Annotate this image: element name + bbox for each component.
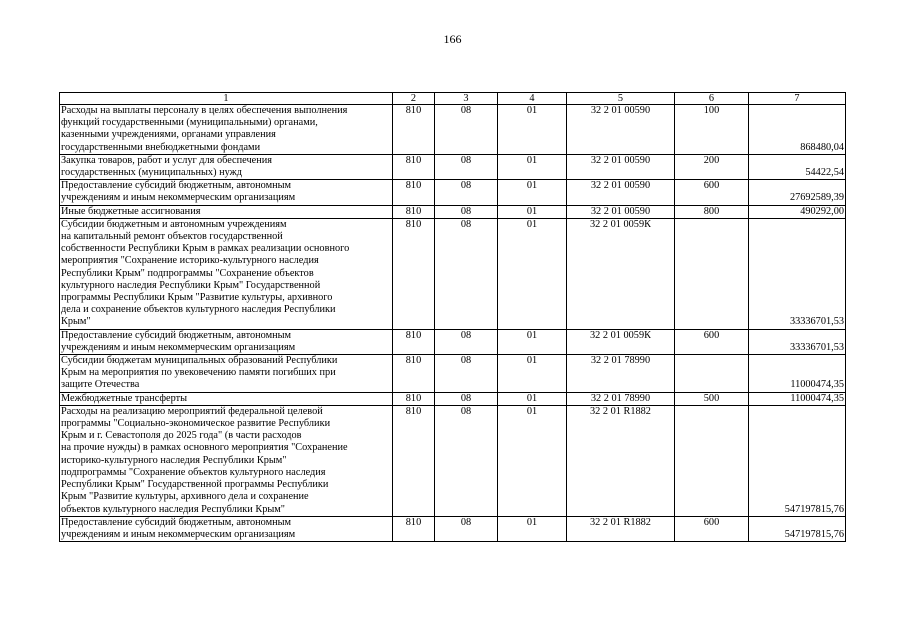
section-code-cell: 08: [435, 154, 498, 179]
chapter-code-cell: 810: [393, 218, 435, 329]
row-name-line: Крым и г. Севастополя до 2025 года" (в части расходов: [61, 430, 302, 442]
row-name-line: культурного наследия Республики Крым" Государственной: [61, 279, 321, 291]
row-name-line: функций государственными (муниципальными) органами,: [61, 117, 318, 129]
expense-type-cell: 600: [675, 516, 749, 541]
target-article-cell: 32 2 01 78990: [567, 392, 675, 405]
section-code-cell: 08: [435, 105, 498, 155]
row-name-line: Субсидии бюджетам муниципальных образований Республики: [61, 355, 338, 367]
chapter-code-cell: 810: [393, 205, 435, 218]
amount-cell: 33336701,53: [749, 218, 846, 329]
row-name-line: Субсидии бюджетным и автономным учреждениям: [61, 218, 287, 230]
chapter-code-cell: 810: [393, 329, 435, 354]
expense-type-cell: [675, 218, 749, 329]
row-name-line: Межбюджетные трансферты: [61, 392, 188, 404]
expense-type-cell: 200: [675, 154, 749, 179]
subsection-code-cell: 01: [498, 329, 567, 354]
section-code-cell: 08: [435, 516, 498, 541]
table-row: [60, 205, 846, 218]
chapter-code-cell: 810: [393, 405, 435, 516]
row-name-line: на капитальный ремонт объектов государственной: [61, 231, 283, 243]
target-article-cell: 32 2 01 78990: [567, 355, 675, 393]
expense-type-cell: 600: [675, 329, 749, 354]
subsection-code-cell: 01: [498, 180, 567, 205]
row-name-line: программы "Социально-экономическое развитие Республики: [61, 418, 331, 430]
section-code-cell: 08: [435, 218, 498, 329]
table-row: [60, 154, 846, 179]
table-row: [60, 218, 846, 329]
row-name-line: защите Отечества: [61, 379, 140, 391]
amount-cell: 547197815,76: [749, 516, 846, 541]
column-header-5: 5: [567, 93, 675, 105]
section-code-cell: 08: [435, 205, 498, 218]
amount-cell: 33336701,53: [749, 329, 846, 354]
row-name-cell: [60, 516, 393, 541]
table-header-row: [60, 93, 846, 105]
amount-cell: 490292,00: [749, 205, 846, 218]
target-article-cell: 32 2 01 R1882: [567, 516, 675, 541]
row-name-line: казенными учреждениями, органами управления: [61, 129, 276, 141]
row-name-line: на прочие нужды) в рамках основного мероприятия "Сохранение: [61, 442, 348, 454]
row-name-line: подпрограммы "Сохранение объектов культурного наследия: [61, 466, 326, 478]
row-name-line: Расходы на выплаты персоналу в целях обеспечения выполнения: [61, 105, 348, 116]
row-name-line: учреждениям и иным некоммерческим организациям: [61, 341, 296, 353]
section-code-cell: 08: [435, 405, 498, 516]
row-name-line: мероприятия "Сохранение историко-культурного наследия: [61, 255, 319, 267]
row-name-line: Республики Крым" Государственной программы Республики: [61, 479, 329, 491]
column-header-7: 7: [749, 93, 846, 105]
subsection-code-cell: 01: [498, 218, 567, 329]
subsection-code-cell: 01: [498, 516, 567, 541]
chapter-code-cell: 810: [393, 516, 435, 541]
expense-type-cell: [675, 355, 749, 393]
row-name-line: государственными внебюджетными фондами: [61, 141, 261, 153]
expense-type-cell: [675, 405, 749, 516]
table-row: [60, 355, 846, 393]
expense-type-cell: 100: [675, 105, 749, 155]
section-code-cell: 08: [435, 329, 498, 354]
section-code-cell: 08: [435, 180, 498, 205]
budget-table: [59, 92, 846, 542]
row-name-line: Предоставление субсидий бюджетным, автономным: [61, 180, 292, 192]
row-name-cell: [60, 205, 393, 218]
row-name-line: программы Республики Крым "Развитие культуры, архивного: [61, 292, 333, 304]
column-header-1: 1: [60, 93, 393, 105]
table-row: [60, 105, 846, 155]
row-name-line: учреждениям и иным некоммерческим организациям: [61, 528, 296, 540]
table-row: [60, 180, 846, 205]
amount-cell: 11000474,35: [749, 392, 846, 405]
row-name-line: собственности Республики Крым в рамках реализации основного: [61, 243, 350, 255]
expense-type-cell: 800: [675, 205, 749, 218]
row-name-line: государственных (муниципальных) нужд: [61, 167, 242, 179]
subsection-code-cell: 01: [498, 355, 567, 393]
column-header-6: 6: [675, 93, 749, 105]
table-row: [60, 329, 846, 354]
row-name-line: Иные бюджетные ассигнования: [61, 205, 201, 217]
target-article-cell: 32 2 01 00590: [567, 180, 675, 205]
row-name-line: историко-культурного наследия Республики Крым": [61, 454, 287, 466]
amount-cell: 27692589,39: [749, 180, 846, 205]
subsection-code-cell: 01: [498, 154, 567, 179]
row-name-line: Предоставление субсидий бюджетным, автономным: [61, 516, 292, 528]
table-row: [60, 516, 846, 541]
row-name-line: Крым": [61, 316, 91, 328]
row-name-line: Республики Крым" подпрограммы "Сохранение объектов: [61, 267, 314, 279]
row-name-line: дела и сохранение объектов культурного наследия Республики: [61, 304, 336, 316]
chapter-code-cell: 810: [393, 355, 435, 393]
row-name-line: Крым на мероприятия по увековечению памяти погибших при: [61, 367, 336, 379]
chapter-code-cell: 810: [393, 392, 435, 405]
subsection-code-cell: 01: [498, 392, 567, 405]
amount-cell: 11000474,35: [749, 355, 846, 393]
amount-cell: 54422,54: [749, 154, 846, 179]
row-name-line: Расходы на реализацию мероприятий федеральной целевой: [61, 405, 323, 417]
row-name-line: Крым "Развитие культуры, архивного дела и сохранение: [61, 491, 309, 503]
target-article-cell: 32 2 01 0059К: [567, 329, 675, 354]
row-name-cell: [60, 105, 393, 155]
column-header-2: 2: [393, 93, 435, 105]
amount-cell: 547197815,76: [749, 405, 846, 516]
subsection-code-cell: 01: [498, 105, 567, 155]
chapter-code-cell: 810: [393, 154, 435, 179]
row-name-line: Закупка товаров, работ и услуг для обеспечения: [61, 154, 272, 166]
row-name-cell: [60, 329, 393, 354]
row-name-cell: [60, 405, 393, 516]
target-article-cell: 32 2 01 00590: [567, 154, 675, 179]
expense-type-cell: 600: [675, 180, 749, 205]
row-name-cell: [60, 392, 393, 405]
target-article-cell: 32 2 01 R1882: [567, 405, 675, 516]
row-name-line: Предоставление субсидий бюджетным, автономным: [61, 329, 292, 341]
section-code-cell: 08: [435, 392, 498, 405]
row-name-cell: [60, 218, 393, 329]
table-row: [60, 405, 846, 516]
section-code-cell: 08: [435, 355, 498, 393]
table-row: [60, 392, 846, 405]
row-name-cell: [60, 180, 393, 205]
row-name-line: объектов культурного наследия Республики Крым": [61, 503, 286, 515]
chapter-code-cell: 810: [393, 180, 435, 205]
amount-cell: 868480,04: [749, 105, 846, 155]
subsection-code-cell: 01: [498, 405, 567, 516]
column-header-3: 3: [435, 93, 498, 105]
chapter-code-cell: 810: [393, 105, 435, 155]
subsection-code-cell: 01: [498, 205, 567, 218]
expense-type-cell: 500: [675, 392, 749, 405]
target-article-cell: 32 2 01 0059К: [567, 218, 675, 329]
target-article-cell: 32 2 01 00590: [567, 205, 675, 218]
row-name-line: учреждениям и иным некоммерческим организациям: [61, 192, 296, 204]
row-name-cell: [60, 154, 393, 179]
row-name-cell: [60, 355, 393, 393]
page-number: 166: [443, 32, 462, 46]
column-header-4: 4: [498, 93, 567, 105]
target-article-cell: 32 2 01 00590: [567, 105, 675, 155]
